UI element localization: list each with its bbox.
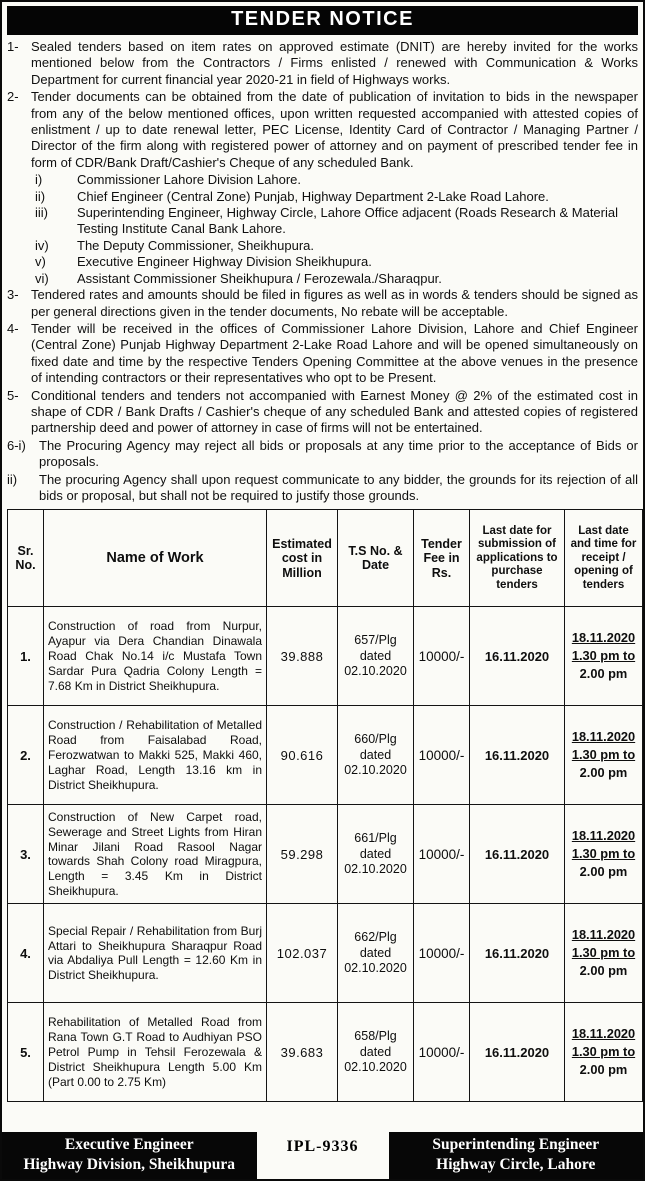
header-tender-fee: Tender Fee in Rs. xyxy=(414,510,470,607)
ts-date: dated 02.10.2020 xyxy=(344,648,407,679)
cell-ts-no-date xyxy=(338,706,414,805)
clause-5-number: 5- xyxy=(7,387,19,403)
footer-executive-engineer xyxy=(2,1132,257,1179)
header-last-date-opening: Last date and time for receipt / opening of tenders xyxy=(565,510,643,607)
cell-submission-date: 16.11.2020 xyxy=(470,706,565,805)
cell-estimated-cost: 39.888 xyxy=(267,607,338,706)
ts-date: dated 02.10.2020 xyxy=(344,747,407,778)
header-ts-no-date: T.S No. & Date xyxy=(338,510,414,607)
cell-tender-fee: 10000/- xyxy=(414,805,470,904)
ts-date: dated 02.10.2020 xyxy=(344,846,407,877)
cell-opening-datetime xyxy=(565,607,643,706)
cell-name-of-work: Rehabilitation of Metalled Road from Rana Town G.T Road to Audhiyan PSO Petrol Pump in Tehsil Ferozewala & District Sheikhupura Length 5.00 Km (Part 0.00 to 2.75 Km) xyxy=(44,1003,267,1102)
office-item-2-text: Chief Engineer (Central Zone) Punjab, Highway Department 2-Lake Road Lahore. xyxy=(77,188,549,204)
ts-number: 662/Plg xyxy=(354,930,397,945)
table-row-2 xyxy=(8,706,643,805)
office-item-5-text: Executive Engineer Highway Division Sheikhupura. xyxy=(77,254,372,270)
clause-6i xyxy=(7,438,638,471)
opening-time-from: 1.30 pm to xyxy=(571,648,636,664)
clause-4-number: 4- xyxy=(7,320,19,336)
ts-number: 661/Plg xyxy=(354,831,397,846)
footer-superintending-engineer xyxy=(389,1132,644,1179)
cell-ts-no-date xyxy=(338,607,414,706)
cell-opening-datetime xyxy=(565,904,643,1003)
office-item-6-number: vi) xyxy=(35,270,49,286)
ts-number: 658/Plg xyxy=(354,1029,397,1044)
footer-right-line1: Superintending Engineer xyxy=(432,1136,600,1153)
footer-right-line2: Highway Circle, Lahore xyxy=(436,1156,596,1173)
clause-4 xyxy=(7,321,638,387)
cell-ts-no-date xyxy=(338,904,414,1003)
clause-2 xyxy=(7,89,638,171)
opening-time-to: 2.00 pm xyxy=(579,666,628,682)
opening-time-from: 1.30 pm to xyxy=(571,1044,636,1060)
header-sr-no: Sr. No. xyxy=(8,510,44,607)
office-item-1-text: Commissioner Lahore Division Lahore. xyxy=(77,172,301,188)
office-item-3-text: Superintending Engineer, Highway Circle, Lahore Office adjacent (Roads Research & Material Testing Institute Canal Bank Lahore. xyxy=(77,205,618,237)
office-item-4-text: The Deputy Commissioner, Sheikhupura. xyxy=(77,237,315,253)
office-item-5 xyxy=(7,254,638,270)
tender-table xyxy=(7,509,643,1102)
cell-sr-no: 1. xyxy=(8,607,44,706)
header-last-date-submission: Last date for submission of applications to purchase tenders xyxy=(470,510,565,607)
office-item-6 xyxy=(7,271,638,287)
clause-2-text: Tender documents can be obtained from the date of publication of invitation to bids in the newspaper from any of the below mentioned offices, upon written requested accompanied with attested copies of enlistment / up to date renewal letter, PEC License, Identity Card of Contractor / Managing Partner / Director of the firm along with registered power of attorney and on payment of prescribed tender fee in form of CDR/Bank Draft/Cashier's Cheque of any scheduled Bank. xyxy=(31,89,638,170)
cell-tender-fee: 10000/- xyxy=(414,706,470,805)
clause-5 xyxy=(7,388,638,437)
clause-1 xyxy=(7,39,638,88)
clause-3-number: 3- xyxy=(7,287,19,303)
cell-name-of-work: Construction of New Carpet road, Sewerage and Street Lights from Hiran Minar Jilani Road Rasool Nagar towards Shah Colony road Miragpura, Length = 3.45 Km in District Sheikhupura. xyxy=(44,805,267,904)
cell-submission-date: 16.11.2020 xyxy=(470,1003,565,1102)
office-item-1 xyxy=(7,172,638,188)
ts-date: dated 02.10.2020 xyxy=(344,945,407,976)
header-row xyxy=(8,510,643,607)
clause-2-number: 2- xyxy=(7,89,19,105)
opening-time-from: 1.30 pm to xyxy=(571,747,636,763)
office-item-1-number: i) xyxy=(35,172,43,188)
opening-date: 18.11.2020 xyxy=(571,828,636,844)
cell-name-of-work: Construction / Rehabilitation of Metalled Road from Faisalabad Road, Ferozwatwan to Makki 525, Makki 460, Laghar Road, Length 13.16 km in District Sheikhupura. xyxy=(44,706,267,805)
cell-ts-no-date xyxy=(338,1003,414,1102)
table-row-4 xyxy=(8,904,643,1003)
opening-date: 18.11.2020 xyxy=(571,927,636,943)
cell-submission-date: 16.11.2020 xyxy=(470,904,565,1003)
opening-time-from: 1.30 pm to xyxy=(571,945,636,961)
opening-date: 18.11.2020 xyxy=(571,630,636,646)
page-title: TENDER NOTICE xyxy=(7,6,638,35)
notice-body xyxy=(7,39,638,505)
cell-opening-datetime xyxy=(565,706,643,805)
opening-date: 18.11.2020 xyxy=(571,729,636,745)
clause-6ii-text: The procuring Agency shall upon request communicate to any bidder, the grounds for its rejection of all bids or proposal, but shall not be required to justify those grounds. xyxy=(39,471,638,503)
clause-4-text: Tender will be received in the offices of Commissioner Lahore Division, Lahore and Chief Engineer (Central Zone) Punjab Highway Department 2-Lake Road Lahore and will be opened simultaneously on fixed date and time by the respective Tenders Opening Committee at the above venues in the presence of intending contractors or their representatives who opt to be Present. xyxy=(31,320,638,386)
cell-sr-no: 4. xyxy=(8,904,44,1003)
cell-sr-no: 3. xyxy=(8,805,44,904)
table-row-3 xyxy=(8,805,643,904)
opening-time-to: 2.00 pm xyxy=(579,1062,628,1078)
office-item-3 xyxy=(7,205,638,238)
header-name-of-work: Name of Work xyxy=(44,510,267,607)
cell-estimated-cost: 39.683 xyxy=(267,1003,338,1102)
clause-6ii-number: ii) xyxy=(7,471,18,487)
table-row-1 xyxy=(8,607,643,706)
header-estimated-cost: Estimated cost in Million xyxy=(267,510,338,607)
office-item-6-text: Assistant Commissioner Sheikhupura / Ferozewala./Sharaqpur. xyxy=(77,270,442,286)
cell-opening-datetime xyxy=(565,805,643,904)
opening-time-to: 2.00 pm xyxy=(579,864,628,880)
cell-ts-no-date xyxy=(338,805,414,904)
office-item-4 xyxy=(7,238,638,254)
cell-estimated-cost: 59.298 xyxy=(267,805,338,904)
opening-date: 18.11.2020 xyxy=(571,1026,636,1042)
cell-submission-date: 16.11.2020 xyxy=(470,805,565,904)
cell-opening-datetime xyxy=(565,1003,643,1102)
cell-sr-no: 2. xyxy=(8,706,44,805)
clause-1-text: Sealed tenders based on item rates on approved estimate (DNIT) are hereby invited for the works mentioned below from the Contractors / Firms enlisted / renewed with Communication & Works Department for current financial year 2020-21 in field of Highways works. xyxy=(31,39,638,87)
office-item-5-number: v) xyxy=(35,254,46,270)
office-item-2-number: ii) xyxy=(35,188,46,204)
ts-number: 660/Plg xyxy=(354,732,397,747)
opening-time-from: 1.30 pm to xyxy=(571,846,636,862)
clause-6i-number: 6-i) xyxy=(7,437,26,453)
footer-left-line1: Executive Engineer xyxy=(64,1136,194,1153)
cell-submission-date: 16.11.2020 xyxy=(470,607,565,706)
clause-6i-text: The Procuring Agency may reject all bids or proposals at any time prior to the acceptance of Bids or proposals. xyxy=(39,437,638,470)
office-item-4-number: iv) xyxy=(35,237,49,253)
opening-time-to: 2.00 pm xyxy=(579,765,628,781)
cell-sr-no: 5. xyxy=(8,1003,44,1102)
opening-time-to: 2.00 pm xyxy=(579,963,628,979)
cell-estimated-cost: 90.616 xyxy=(267,706,338,805)
cell-tender-fee: 10000/- xyxy=(414,904,470,1003)
footer-ipl-number: IPL-9336 xyxy=(257,1132,389,1179)
office-item-2 xyxy=(7,189,638,205)
clause-3 xyxy=(7,287,638,320)
ts-number: 657/Plg xyxy=(354,633,397,648)
table-row-5 xyxy=(8,1003,643,1102)
tender-table-body xyxy=(8,607,643,1102)
clause-3-text: Tendered rates and amounts should be filed in figures as well as in words & tenders should be signed as per general directions given in the tender documents, No rebate will be acceptable. xyxy=(31,287,638,319)
clause-5-text: Conditional tenders and tenders not accompanied with Earnest Money @ 2% of the estimated cost in shape of CDR / Bank Drafts / Cashier's cheque of any scheduled Bank and attested copies of registered partnership deed and power of attorney in case of firms will not be entertained. xyxy=(31,387,638,436)
cell-estimated-cost: 102.037 xyxy=(267,904,338,1003)
tender-table-header xyxy=(8,510,643,607)
cell-tender-fee: 10000/- xyxy=(414,1003,470,1102)
clause-6ii xyxy=(7,472,638,505)
cell-name-of-work: Special Repair / Rehabilitation from Burj Attari to Sheikhupura Sharaqpur Road via Abdaliya Pull Length = 12.60 Km in District Sheikhupura. xyxy=(44,904,267,1003)
cell-tender-fee: 10000/- xyxy=(414,607,470,706)
office-item-3-number: iii) xyxy=(35,205,48,221)
footer-left-line2: Highway Division, Sheikhupura xyxy=(23,1156,235,1173)
cell-name-of-work: Construction of road from Nurpur, Ayapur via Dera Chandian Dinawala Road Chak No.14 i/c Mustafa Town Sardar Pura Qadria Colony Length = 7.68 Km in District Sheikhupura. xyxy=(44,607,267,706)
clause-1-number: 1- xyxy=(7,39,19,54)
footer xyxy=(2,1132,643,1179)
ts-date: dated 02.10.2020 xyxy=(344,1044,407,1075)
